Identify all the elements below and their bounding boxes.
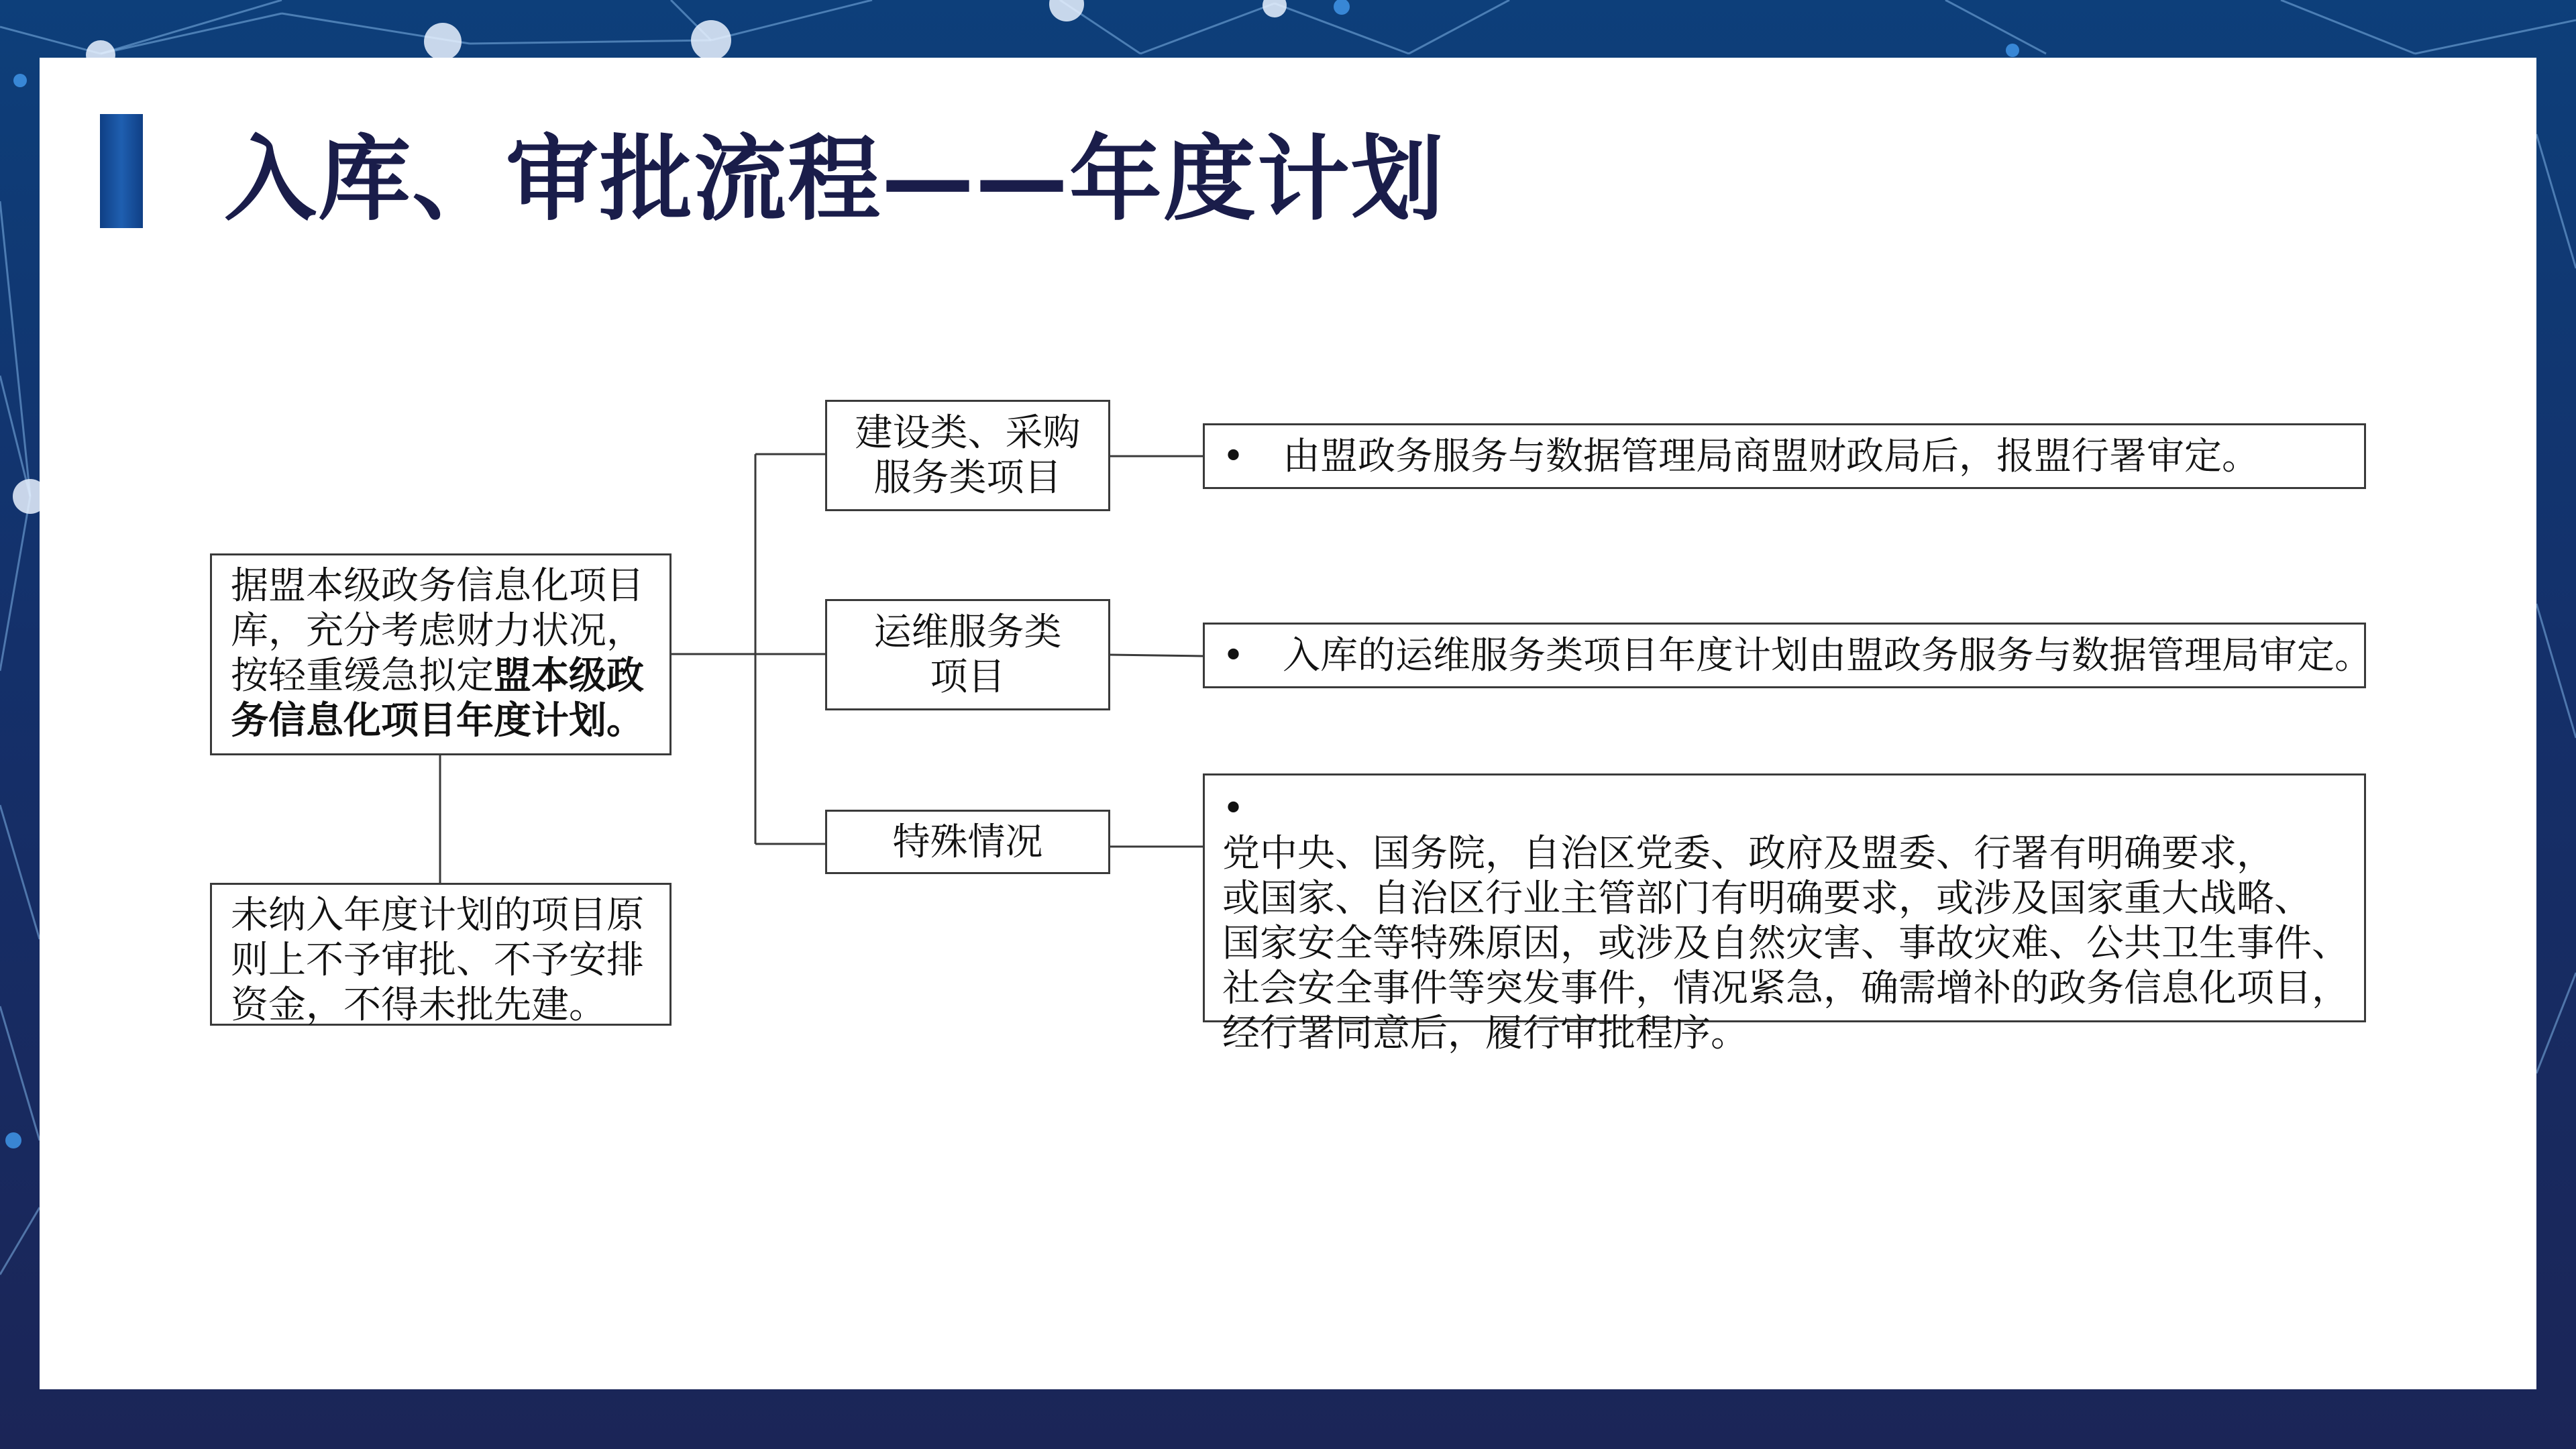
category-box-special [825,810,1110,874]
rule-box-3 [1203,773,2366,1055]
note-line-1: 未纳入年度计划的项目原 [231,894,644,937]
rule-3-line-2: 或国家、自治区行业主管部门有明确要求，或涉及国家重大战略、 [1222,877,2312,920]
rule-3-line-4: 社会安全事件等突发事件，情况紧急，确需增补的政务信息化项目， [1222,967,2349,1010]
rule-1-bullet: • [1222,434,1245,478]
source-line-2: 库，充分考虑财力状况， [231,609,644,653]
category-2-line-2: 项目 [930,655,1006,699]
rule-3-line-1 [1222,786,2364,876]
title-accent-bar [100,114,143,228]
category-2-line-1: 运维服务类 [873,610,1062,654]
rule-3-line-5: 经行署同意后，履行审批程序。 [1222,1012,1748,1055]
note-line-3: 资金，不得未批先建。 [231,983,606,1027]
category-3-line-1: 特殊情况 [892,820,1043,864]
source-line-4-bold: 务信息化项目年度计划。 [231,699,644,743]
rule-box-1 [1203,423,2366,489]
source-line-3-normal: 按轻重缓急拟定 [231,654,494,698]
note-line-2: 则上不予审批、不予安排 [231,938,644,982]
category-box-construction [825,400,1110,511]
category-1-line-1: 建设类、采购 [855,411,1081,455]
rule-3-line-1-text: 党中央、国务院，自治区党委、政府及盟委、行署有明确要求， [1222,832,2274,875]
rule-box-2 [1203,623,2372,688]
source-line-4 [231,698,669,743]
source-line-3 [231,653,669,698]
source-box [210,553,672,755]
slide-title: 入库、审批流程——年度计划 [224,125,1446,233]
rule-2-text: 入库的运维服务类项目年度计划由盟政务服务与数据管理局审定。 [1283,633,2372,678]
source-line-1: 据盟本级政务信息化项目 [231,564,644,608]
note-box [210,883,672,1026]
rule-1-text: 由盟政务服务与数据管理局商盟财政局后，报盟行署审定。 [1283,434,2259,478]
rule-3-line-3: 国家安全等特殊原因，或涉及自然灾害、事故灾难、公共卫生事件、 [1222,922,2349,965]
rule-3-bullet: • [1222,787,1245,830]
rule-2-bullet: • [1222,633,1245,678]
category-box-maintenance [825,599,1110,710]
category-1-line-2: 服务类项目 [873,456,1062,500]
source-line-3-bold: 盟本级政 [494,654,644,698]
